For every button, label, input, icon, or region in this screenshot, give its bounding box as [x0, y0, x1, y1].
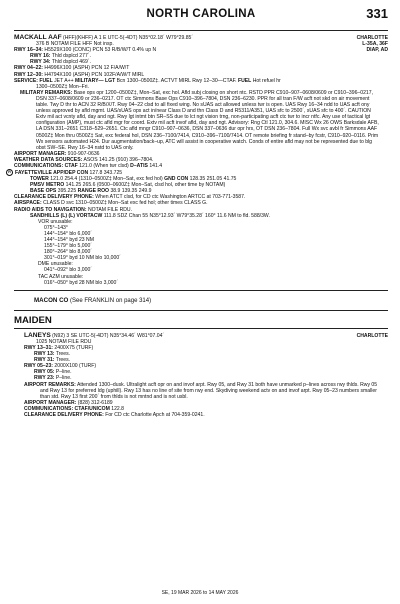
vor-note: VOR unusable:: [38, 218, 73, 225]
runway-05-23: RWY 05–23: 2000X100 (TURF): [24, 363, 97, 370]
macon-label: MACON CO: [34, 296, 69, 304]
runway-05: RWY 05: P–line.: [34, 369, 72, 376]
airport-name: MACKALL AAF: [14, 34, 62, 41]
airport-manager: AIRPORT MANAGER: 910-907-0636: [14, 150, 100, 157]
pmsv-metro: PMSV METRO 141.25 265.6 (0500–0600Z‡ Mon–Sat, clsd hol, other time by NOTAM): [30, 182, 226, 189]
runway-13-31: RWY 13–31: 2400X75 (TURF): [24, 344, 94, 351]
airport-line2: 376 B NOTAM FILE HFF Not insp.: [36, 41, 114, 48]
city-label: CHARLOTTE: [356, 332, 388, 339]
page-header: [14, 0, 388, 30]
service-cont: 1300–0500Z‡ Mon–Fri.: [36, 83, 89, 90]
radar-r-icon: R: [6, 169, 13, 176]
airport-ident: (HFF)(KHFF) A 1 E UTC-5(-4DT) N35°02.18´ W79°29.85´: [63, 35, 194, 41]
entry-divider: [14, 290, 388, 291]
entry-right-column: [357, 35, 388, 53]
runway-13: RWY 13: Trees.: [34, 351, 71, 358]
runway-23: RWY 23: P–line.: [34, 375, 72, 382]
base-ops: BASE OPS 395.225 RANGE ROO 38.9 139.35 249.9: [30, 188, 152, 195]
state-title: NORTH CAROLINA: [146, 8, 256, 20]
airport-remarks: AIRPORT REMARKS: Attended 1300–dusk. Ultralight acft opr on and invof arpt. Rwy 05, and Rwy 31 both have unmarked p–lines across rwy thlds. Rwy 05 and Rwy 13 for preferred ldg (uphill). Rwy 13 has no line of site from rwy end. Skydiving weekend actv on and invof arpt. Rwy 05–23 numbers smaller than std. Rwy 13 first 200´ from thlds is not mntnd and is not usbl.: [24, 381, 378, 400]
airport-manager: AIRPORT MANAGER: (828) 312-6189: [24, 399, 113, 406]
vortac: SANDHILLS (L) (L) VORTACW 111.8 SDZ Chan 55 N35°12.93´ W79°35.28´ 160° 11.6 NM to fld. 588/3W.: [30, 212, 270, 219]
airspace: AIRSPACE: CLASS D svc 1310–0500Z‡ Mon–Sat exc fed hol; other times CLASS G.: [14, 200, 208, 207]
page-number: 331: [366, 6, 388, 21]
page-footer: SE, 19 MAR 2026 to 14 MAY 2026: [161, 590, 239, 596]
radio-aids: RADIO AIDS TO NAVIGATION: NOTAM FILE RDU.: [14, 206, 133, 213]
cross-reference-macon: [34, 297, 388, 304]
runway-16: RWY 16: Thld dsplcd 277´.: [30, 53, 91, 60]
runway-31: RWY 31: Trees.: [34, 357, 71, 364]
entry-right-column: [357, 333, 388, 339]
communications: COMMUNICATIONS: CTAF/UNICOM 122.8: [24, 405, 124, 412]
approach-control: R FAYETTEVILLE APP/DEP CON 127.8 343.725: [14, 169, 388, 176]
section-heading-maiden: MAIDEN: [14, 314, 52, 326]
vor-note: DME unusable:: [38, 261, 73, 268]
macon-ref: (See FRANKLIN on page 314): [70, 297, 152, 304]
vor-note: 041°–092° blo 3,000´: [44, 267, 92, 274]
vor-note: 301°–019° byd 10 NM blo 10,000´: [44, 255, 121, 262]
communications: COMMUNICATIONS: CTAF 121.0 (When twr clsd) D–ATIS 141.4: [14, 162, 163, 169]
vor-note: 144°–154° blo 6,000´: [44, 230, 92, 237]
airport-name: LANEYS: [24, 331, 51, 339]
clearance-delivery: CLEARANCE DELIVERY PHONE: For CD ctc Charlotte Apch at 704-359-0241.: [24, 411, 205, 418]
procedures-label: DIAP, AD: [366, 47, 388, 54]
city-label: CHARLOTTE: [356, 35, 388, 41]
military-remarks: MILITARY REMARKS: Base ops opr 1200–0500Z‡, Mon–Sat, exc hol. Afld subj closing on short ntc. RSTD PPR C910–907–0608/0609 or C910–396–0217, DSN 337–0608/0609 or 236–0217. OT ctc Simmons Base Ops C910–396–7804, DSN 236–6230. PPR for all tran F/W acft not skd on air movement table. Twy D thr to ACN 32 R/B/X/T. Rwy 04–22 clsd to all fixed wing. No sUAS act allowed unless twr is open. UAS Rwy 16–34 ndd to UAS acft ony unless approved by afld mgmt. UAS/sUAS ops act in/near Class D and thn Class D and R5311/A351, UAS sfc to 2500´, sUAS sfc to 400´. CAUTION Extv mil act vcnty afld, day and ngt. Rwy lgt intmt btn SR–SS due to lct ngt vision trng, non-participating acft ctc twr to incr ntfc. Any use of tactical lgt configuration (AMP), must ctc afld mgr for coord. Extv mil acft invof afld, day and ngt. Advisory: Rng Ctl 121.0, 304.6. MISC Wx 26 OWS Barksdale AFB, LA DSN 331–2651 C318–529–2651. Ctc afld mngr C910–907–0636, DSN 337–0636 dur opr hrs, OT DSN 236–7804. Full Wx svc avbl fr Simmons AAF 0500Z‡ Mon thru 0500Z‡ Sat, exc federal hol, DSN 236–7100/7414, C910–396–7100/7414. OT remote briefing fr stand–by fcstr, C910–920–0116. Prim Wx sensors automated H24. Dur augmentation/back–up, ATC will assist in cooperative watch. Conds of entire afld may not be represented due to blg obst SW–SE. Rwy 16–34 nstd to UAS only.: [20, 89, 379, 151]
vor-note: 075°–143°: [44, 224, 68, 231]
airport-line2: 1025 NOTAM FILE RDU: [36, 338, 92, 345]
weather-sources: WEATHER DATA SOURCES: ASOS 141.25 (910) 396–7804.: [14, 156, 154, 163]
chart-label: L-35A, 36F: [362, 41, 388, 48]
runway-16-34: RWY 16–34: H5529X100 (CONC) PCN 53 R/B/W/T 0.4% up N: [14, 47, 157, 54]
airport-entry-mackall: [8, 34, 388, 286]
runway-04-22: RWY 04–22: H4996X100 (ASPH) PCN 12 F/A/W/T: [14, 65, 130, 72]
entry-divider: [14, 310, 388, 311]
runway-34: RWY 34: Thld dsplcd 469´.: [30, 59, 91, 66]
vor-note: 155°–179° blo 5,000´: [44, 243, 92, 250]
runway-12-30: RWY 12–30: H4794X100 (ASPH) PCN 102F/A/W/T MIRL: [14, 71, 145, 78]
vor-note: 180°–264° blo 8,000´: [44, 249, 92, 256]
header-rule: [14, 30, 388, 31]
vor-note: 144°–154° byd 23 NM: [44, 237, 94, 243]
airport-ident: (N92) 3 SE UTC-5(-4DT) N35°34.46´ W81°07.04´: [52, 332, 165, 339]
service-line: SERVICE: FUEL JET A++ MILITARY— LGT Bcn 1300–0500Z‡. ACTVT MIRL Rwy 12–30—CTAF. FUEL Hot refuel hr: [14, 77, 281, 84]
section-rule: [14, 328, 388, 329]
clearance-delivery: CLEARANCE DELIVERY PHONE: When ATCT clsd, for CD ctc Washington ARTCC at 703-771-3587.: [14, 194, 246, 201]
vor-note: 016°–050° byd 28 NM blo 3,000´: [44, 279, 119, 286]
airport-entry-laneys: [14, 333, 388, 418]
vor-note: TAC AZM unusable:: [38, 273, 84, 280]
tower: TOWER 121.0 254.4 (1310–0500Z‡ Mon–Sat, exc fed hol) GND CON 128.35 251.05 41.75: [30, 176, 237, 183]
